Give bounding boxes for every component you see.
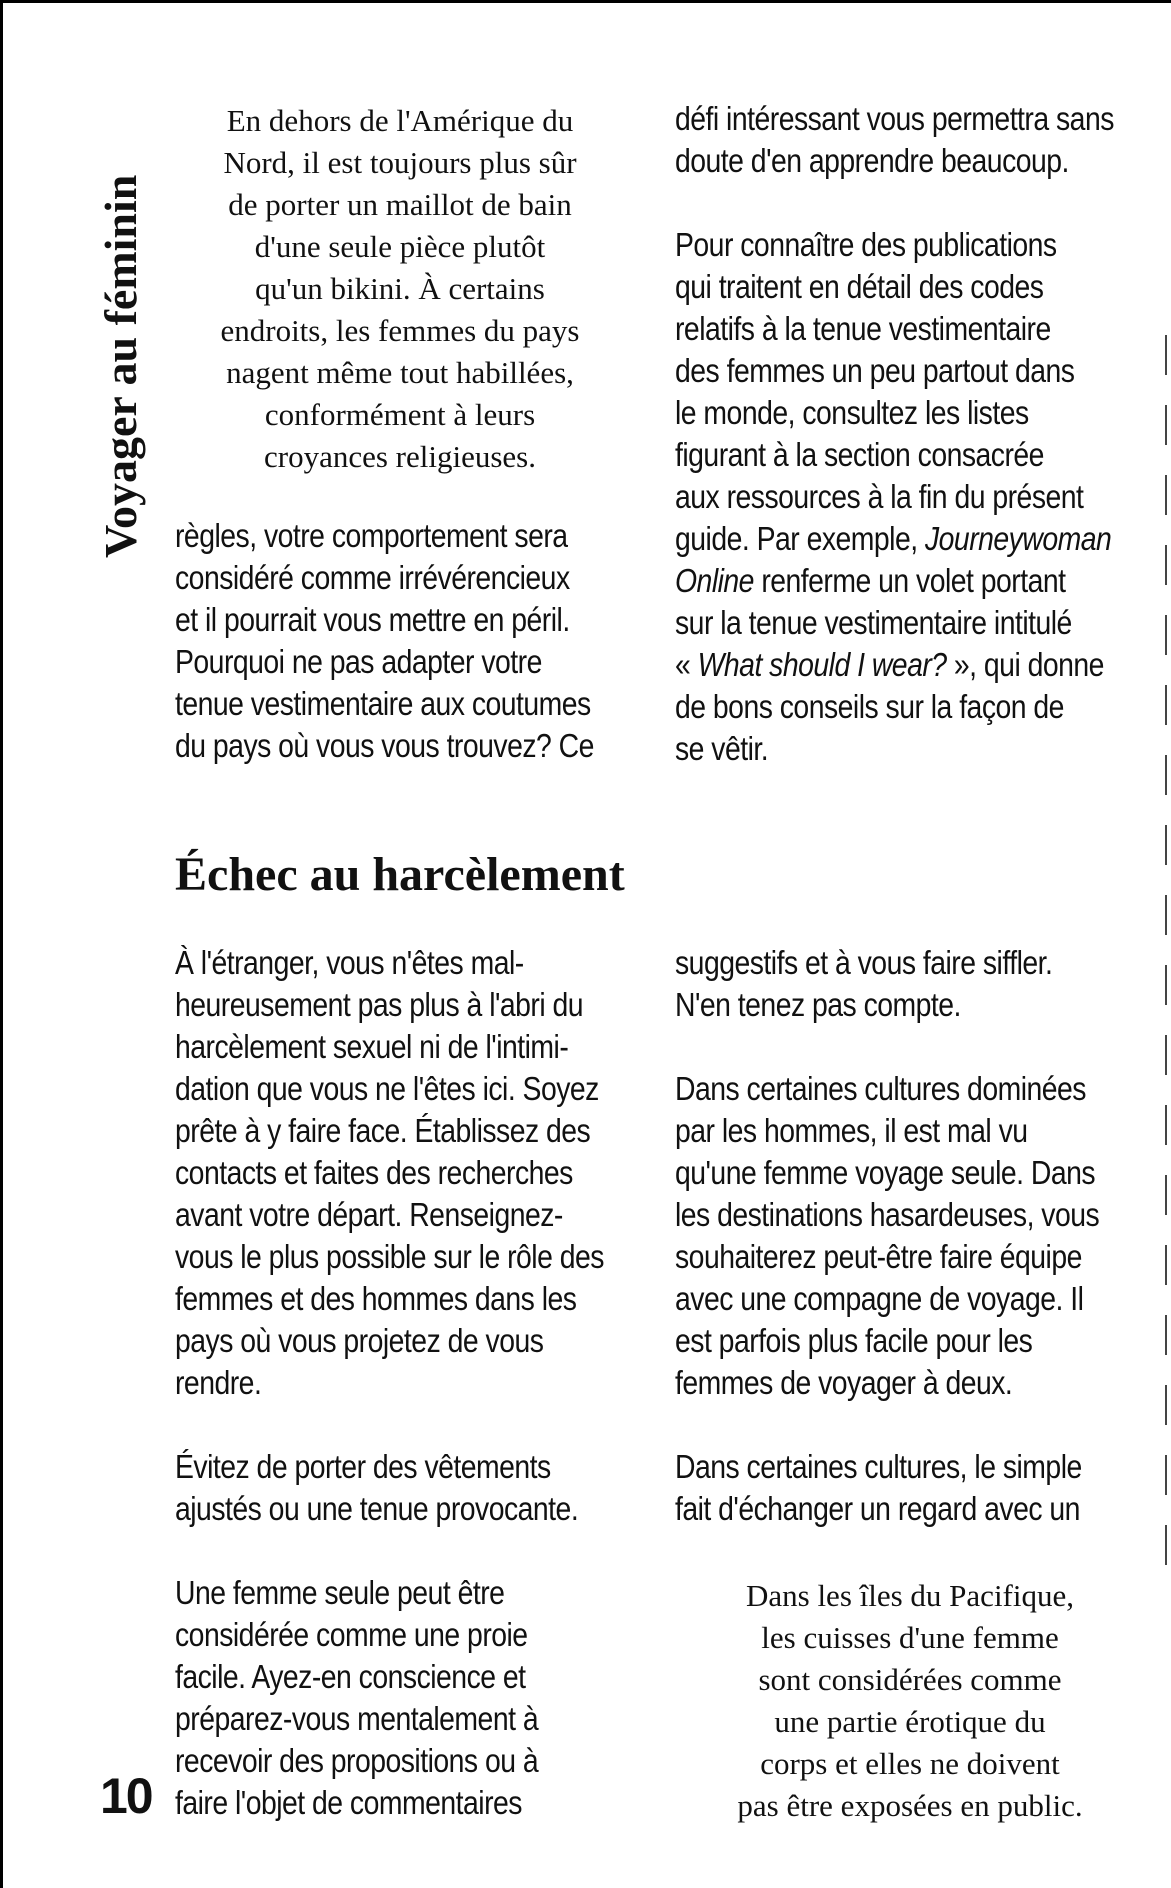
page-right-edge (1165, 335, 1167, 1565)
page-left-edge (0, 0, 3, 1888)
section-heading: Échec au harcèlement (175, 848, 625, 901)
page-top-edge (0, 0, 1171, 3)
body-paragraph: Dans certaines cultures, le simple fait d'échanger un regard avec un (675, 1448, 1082, 1527)
callout-bottom: Dans les îles du Pacifique, les cuisses d'une femme sont considérées comme une partie érotique du corps et elles ne doivent pas être exposées en public. (737, 1578, 1083, 1823)
running-head: Voyager au féminin (95, 174, 146, 558)
paragraph-text: renferme un volet portant sur la tenue vestimentaire intitulé « (675, 562, 1072, 683)
section-title-quote: What should I wear? (697, 646, 947, 683)
top-right-paragraph-1: défi intéressant vous permettra sans doute d'en apprendre beaucoup. (675, 100, 1114, 179)
top-left-paragraph: règles, votre comportement sera considéré comme irrévérencieux et il pourrait vous mettre en péril. Pourquoi ne pas adapter votre tenue vestimentaire aux coutumes du pays où vous vous trouvez? Ce (175, 517, 594, 764)
paragraph-text: », qui donne de bons conseils sur la façon de se vêtir. (675, 646, 1104, 767)
body-paragraph: suggestifs et à vous faire siffler. N'en tenez pas compte. (675, 944, 1053, 1023)
top-right-column (675, 98, 1155, 770)
body-paragraph: Une femme seule peut être considérée comme une proie facile. Ayez-en conscience et préparez-vous mentalement à recevoir des propositions ou à faire l'objet de commentaires (175, 1574, 539, 1821)
paragraph-text: Pour connaître des publications qui traitent en détail des codes relatifs à la tenue vestimentaire des femmes un peu partout dans le monde, consultez les listes figurant à la section consacrée aux ressources à la fin du présent guide. Par exemple, (675, 226, 1084, 557)
publication-title: Journeywoman Online (675, 520, 1112, 599)
callout-top: En dehors de l'Amérique du Nord, il est toujours plus sûr de porter un maillot de bain d'une seule pièce plutôt qu'un bikini. À certains endroits, les femmes du pays nagent même tout habillées, conformément à leurs croyances religieuses. (220, 103, 580, 474)
top-left-column (175, 515, 635, 767)
body-paragraph: Évitez de porter des vêtements ajustés ou une tenue provocante. (175, 1448, 579, 1527)
body-paragraph: Dans certaines cultures dominées par les hommes, il est mal vu qu'une femme voyage seule. Dans les destinations hasardeuses, vous souhaiterez peut-être faire équipe avec une compagne de voyage. Il est parfois plus facile pour les femmes de voyager à deux. (675, 1070, 1100, 1401)
page-number: 10 (100, 1768, 152, 1824)
body-paragraph: À l'étranger, vous n'êtes mal- heureusement pas plus à l'abri du harcèlement sexuel ni de l'intimi- dation que vous ne l'êtes ici. Soyez prête à y faire face. Établissez des contacts et faites des recherches avant votre départ. Renseignez- vous le plus possible sur le rôle des femmes et des hommes dans les pays où vous projetez de vous rendre. (175, 944, 604, 1401)
bottom-right-column (675, 942, 1155, 1530)
bottom-left-column (175, 942, 635, 1824)
top-right-paragraph-2 (675, 224, 1157, 770)
